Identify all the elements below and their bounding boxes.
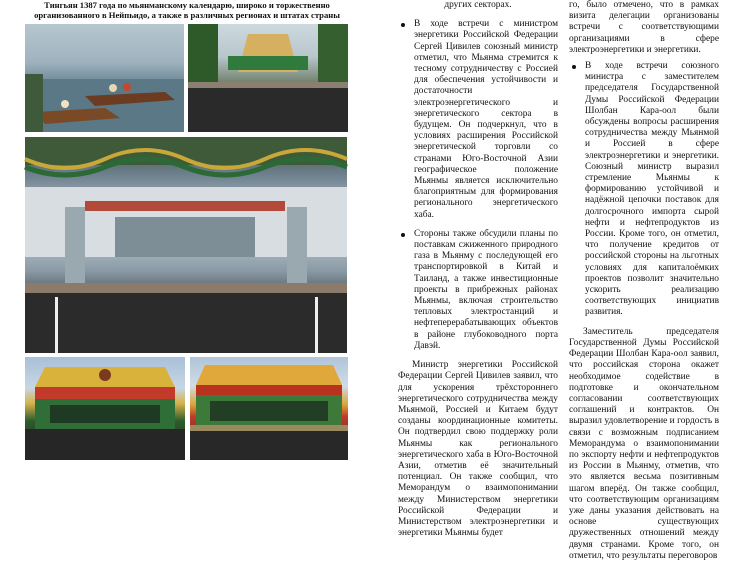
column2-paragraph: Заместитель председателя Государственной Думы Российской Федерации Шолбан Кара-оол заявил, что российская сторона окажет необходимое содействие в подготовке и окончательном согласовании соответствующих соглашений и контрактов. Он выразил удовлетворение и гордость в связи с возможным подписанием Меморандума о взаимопонимании по экспорту нефти и нефтепродуктов из России в Мьянму, отметив, что это является весьма позитивным шагом вперёд. Он также сообщил, что соответствующим организациям уже даны указания действовать на основе существующих дружественных отношений между двумя странами. Кроме того, он отметил, что результаты переговоров — [569, 326, 719, 561]
photo-stage-crowd — [25, 137, 347, 353]
column1-bullet-1: В ходе встречи с министром энергетики Российской Федерации Сергей Цивилев союзный министр отметил, что Мьянма стремится к тесному сотрудничеству с Россией для обеспечения устойчивости и достаточности электроэнергетического и энергетического сектора в будущем. Он подчеркнул, что в условиях расширения Российской энергетической торговли со странами Юго-Восточной Азии географическое положение Мьянмы является исключительно благоприятным для формирования регионального энергетического хаба. — [398, 19, 558, 221]
column1-top-line: других секторах. — [444, 0, 512, 10]
photo-caption: Тингьян 1387 года по мьянманскому календарю, широко и торжественно организованного в Нейпьидо, а также в различных регионах и штатах страны — [34, 0, 340, 21]
text-column-1 — [398, 0, 558, 539]
photo-boats — [25, 24, 184, 132]
photo-pavilion-red — [190, 357, 348, 460]
column2-bullet-1: В ходе встречи союзного министра с заместителем председателя Государственной Думы Российской Федерации Шолбан Кара-оол были обсуждены вопросы расширения сотрудничества между Мьянмой и Россией в сфере электроэнергетики и энергетики. Союзный министр выразил стремление Мьянмы к формированию устойчивой и надёжной цепочки поставок для долгосрочного импорта сырой нефти и нефтепродуктов из России. Кроме того, он отметил, что получение кредитов от российской стороны на льготных условиях для капиталоёмких проектов позволит значительно ускорить реализацию соответствующих инициатив развития. — [569, 61, 719, 319]
column1-bullet-2: Стороны также обсудили планы по поставкам сжиженного природного газа в Мьянму с последующей его транспортировкой в Китай и Таиланд, а также инвестиционные проекты в прибрежных районах Мьянмы, включая строительство тепловых электростанций и нефтеперерабатывающих объектов в районе глубоководного порта Давэй. — [398, 229, 558, 352]
column2-top-text: го, было отмечено, что в рамках визита делегации организованы встречи с соответствующими организациями в сфере электроэнергетики и энергетики. — [569, 0, 719, 55]
text-column-2 — [569, 0, 719, 562]
photo-pagoda-crowd — [188, 24, 348, 132]
photo-pavilion-green — [25, 357, 185, 460]
column1-paragraph: Министр энергетики Российской Федерации Сергей Цивилев заявил, что для ускорения трёхстороннего энергетического сотрудничества между Мьянмой, Россией и Китаем будут созданы координационные комитеты. Он подтвердил свою поддержку роли Мьянмы как регионального энергетического хаба в Юго-Восточной Азии, отметив её значительный потенциал. Он также сообщил, что Меморандум о взаимопонимании между Министерством энергетики Российской Федерации и Министерством электроэнергетики и энергетики Мьянмы будет — [398, 360, 558, 539]
